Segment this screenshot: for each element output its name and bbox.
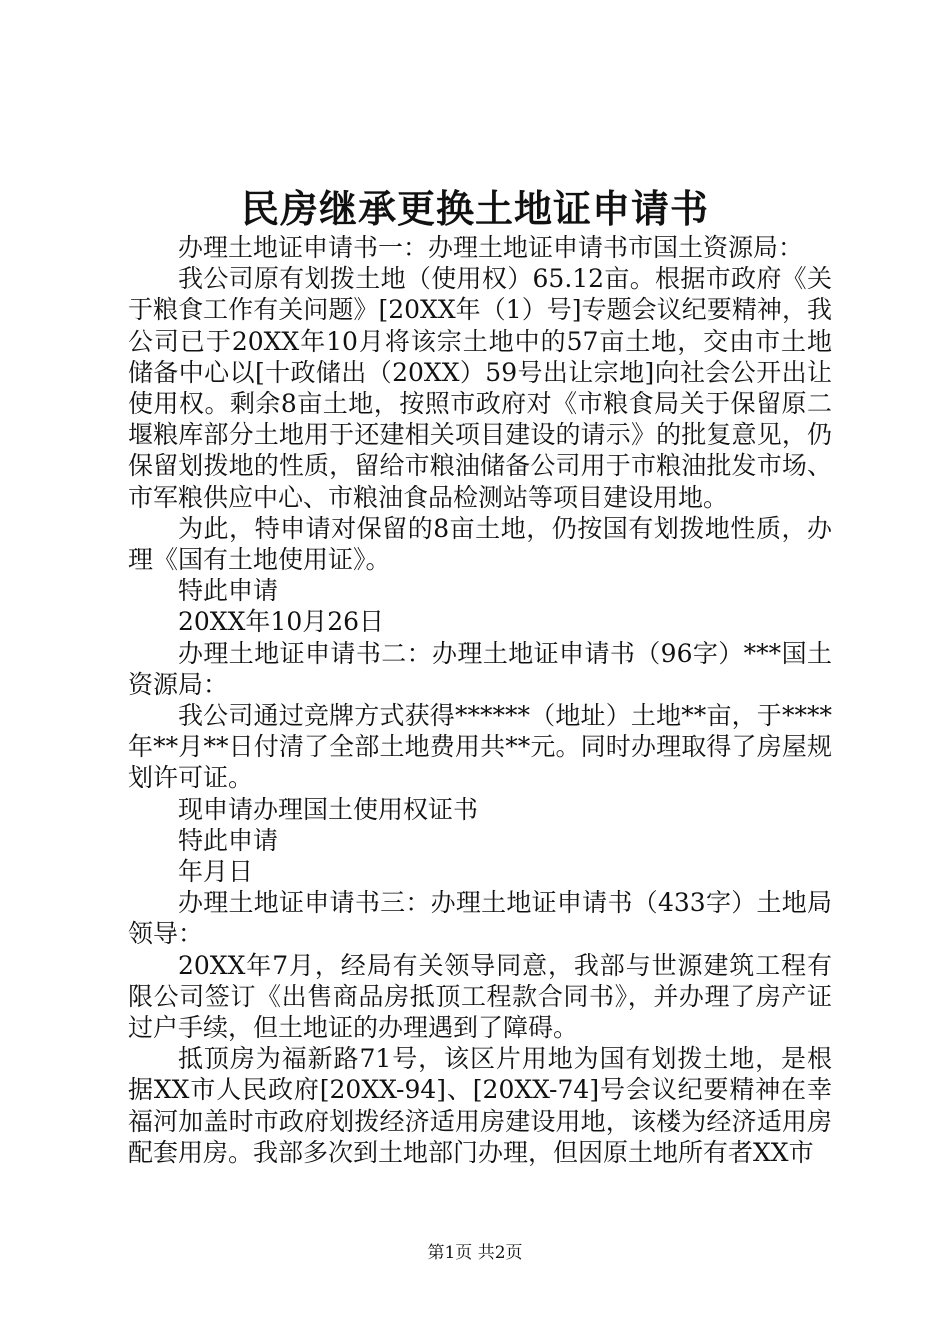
- page-number: 第1页 共2页: [427, 1243, 523, 1263]
- document-body: [128, 232, 832, 1168]
- paragraph: 我公司原有划拨土地（使用权）65.12亩。根据市政府《关于粮食工作有关问题》[20XX年（1）号]专题会议纪要精神，我公司已于20XX年10月将该宗土地中的57亩土地，交由市土地储备中心以[十政储出（20XX）59号出让宗地]向社会公开出让使用权。剩余8亩土地，按照市政府对《市粮食局关于保留原二堰粮库部分土地用于还建相关项目建设的请示》的批复意见，仍保留划拨地的性质，留给市粮油储备公司用于市粮油批发市场、市军粮供应中心、市粮油食品检测站等项目建设用地。: [128, 264, 832, 512]
- paragraph: 特此申请: [178, 576, 279, 606]
- paragraph: 20XX年10月26日: [178, 607, 385, 637]
- paragraph: 为此，特申请对保留的8亩土地，仍按国有划拨地性质，办理《国有土地使用证》。: [128, 513, 832, 575]
- paragraph: 现申请办理国土使用权证书: [178, 794, 479, 824]
- document-title: 民房继承更换土地证申请书: [240, 186, 709, 231]
- paragraph: 我公司通过竞牌方式获得******（地址）土地**亩，于****年**月**日付清了全部土地费用共**元。同时办理取得了房屋规划许可证。: [128, 701, 832, 793]
- paragraph: 办理土地证申请书三：办理土地证申请书（433字）土地局领导：: [128, 888, 832, 949]
- paragraph: 年月日: [178, 857, 254, 887]
- paragraph: 办理土地证申请书二：办理土地证申请书（96字）***国土资源局：: [128, 638, 832, 699]
- paragraph: 特此申请: [178, 825, 279, 855]
- paragraph: 20XX年7月，经局有关领导同意，我部与世源建筑工程有限公司签订《出售商品房抵顶工程款合同书》，并办理了房产证过户手续，但土地证的办理遇到了障碍。: [128, 950, 832, 1043]
- paragraph: 办理土地证申请书一：办理土地证申请书市国土资源局：: [178, 233, 804, 262]
- paragraph: 抵顶房为福新路71号，该区片用地为国有划拨土地，是根据XX市人民政府[20XX-94]、[20XX-74]号会议纪要精神在幸福河加盖时市政府划拨经济适用房建设用地，该楼为经济适用房配套用房。我部多次到土地部门办理，但因原土地所有者XX市: [128, 1044, 832, 1167]
